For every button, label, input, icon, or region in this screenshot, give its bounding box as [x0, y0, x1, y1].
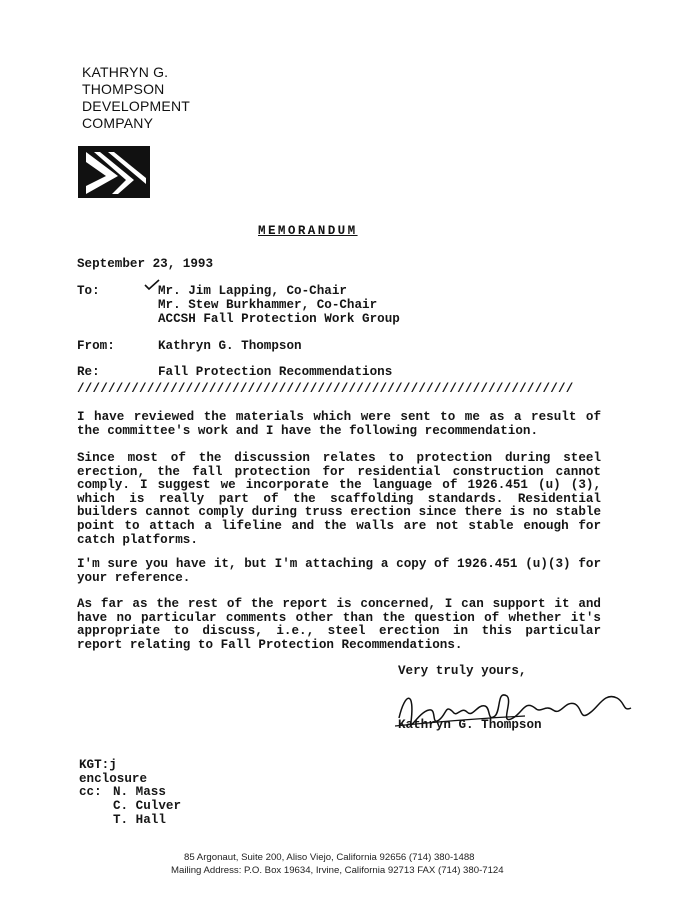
company-logo-icon [78, 146, 150, 198]
footer-address: 85 Argonaut, Suite 200, Aliso Viejo, California 92656 (714) 380-1488 [184, 852, 475, 863]
to-recipient-2: Mr. Stew Burkhammer, Co-Chair [158, 298, 378, 312]
memo-title: MEMORANDUM [258, 224, 358, 238]
closing-salutation: Very truly yours, [398, 664, 527, 678]
body-paragraph-4: As far as the rest of the report is concerned, I can support it and have no particular comments other than the question of whether it's appropriate to discuss, i.e., steel erection in this particular report relating to Fall Protection Recommendations. [77, 597, 601, 652]
re-value: Fall Protection Recommendations [158, 365, 393, 379]
to-recipient-1: Mr. Jim Lapping, Co-Chair [158, 284, 347, 298]
footer-mailing-address: Mailing Address: P.O. Box 19634, Irvine, California 92713 FAX (714) 380-7124 [171, 865, 504, 876]
enclosure-note: enclosure [79, 772, 148, 786]
to-label: To: [77, 284, 100, 298]
cc-label: cc: [79, 785, 102, 799]
to-recipient-3: ACCSH Fall Protection Work Group [158, 312, 400, 326]
memo-date: September 23, 1993 [77, 257, 214, 271]
body-paragraph-2: Since most of the discussion relates to protection during steel erection, the fall protection for residential construction cannot comply. I suggest we incorporate the language of 1926.451 (u) (3), which is really part of the scaffolding standards. Residential builders cannot comply during truss erection since there is no stable point to attach a lifeline and the walls are not stable enough for catch platforms. [77, 451, 601, 547]
separator-line: //////////////////////////////////////////////////////////////// [77, 382, 574, 396]
body-paragraph-1: I have reviewed the materials which were sent to me as a result of the committee's work and I have the following recommendation. [77, 410, 601, 438]
initials: KGT:j [79, 758, 117, 772]
body-paragraph-3: I'm sure you have it, but I'm attaching a copy of 1926.451 (u)(3) for your reference. [77, 557, 601, 585]
cc-recipient-2: C. Culver [113, 799, 182, 813]
company-name [82, 64, 190, 132]
company-name-line-2: THOMPSON [82, 81, 165, 97]
re-label: Re: [77, 365, 100, 379]
signature-icon [395, 682, 635, 742]
from-label: From: [77, 339, 115, 353]
company-name-line-1: KATHRYN G. [82, 64, 169, 80]
cc-recipient-1: N. Mass [113, 785, 166, 799]
signer-name: Kathryn G. Thompson [398, 718, 542, 732]
from-value: Kathryn G. Thompson [158, 339, 302, 353]
cc-recipient-3: T. Hall [113, 813, 166, 827]
company-name-line-3: DEVELOPMENT [82, 98, 190, 114]
company-name-line-4: COMPANY [82, 115, 154, 131]
